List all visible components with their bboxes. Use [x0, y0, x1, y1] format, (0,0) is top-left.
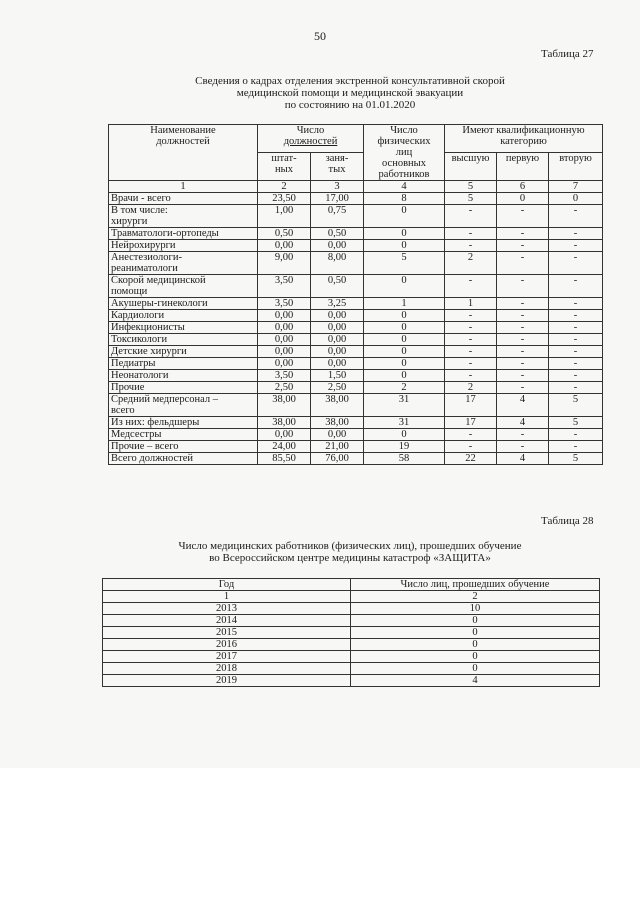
highest-cell: - — [445, 429, 497, 441]
table-28-title — [100, 540, 600, 564]
position-name-cell: Из них: фельдшеры — [109, 417, 258, 429]
first-cell: - — [497, 298, 549, 310]
col-number: 2 — [351, 591, 600, 603]
header-count: Число лиц, прошедших обучение — [351, 579, 600, 591]
persons-cell: 31 — [364, 394, 445, 417]
title-line: медицинской помощи и медицинской эвакуации — [236, 87, 464, 99]
staff-cell: 0,00 — [258, 240, 311, 252]
first-cell: 4 — [497, 394, 549, 417]
highest-cell: - — [445, 228, 497, 240]
first-cell: - — [497, 334, 549, 346]
highest-cell: - — [445, 346, 497, 358]
table-row — [109, 228, 603, 240]
second-cell: - — [549, 346, 603, 358]
position-name-cell: Педиатры — [109, 358, 258, 370]
staff-cell: 3,50 — [258, 370, 311, 382]
highest-cell: - — [445, 441, 497, 453]
first-cell: - — [497, 228, 549, 240]
first-cell: - — [497, 322, 549, 334]
col-number: 6 — [497, 181, 549, 193]
staff-cell: 3,50 — [258, 298, 311, 310]
position-name-cell: Травматологи-ортопеды — [109, 228, 258, 240]
table-row — [109, 334, 603, 346]
second-cell: 0 — [549, 193, 603, 205]
table-row — [109, 252, 603, 275]
persons-cell: 1 — [364, 298, 445, 310]
header-staff: штат- ных — [258, 153, 311, 181]
table-row — [109, 298, 603, 310]
col-number: 7 — [549, 181, 603, 193]
year-cell: 2019 — [103, 675, 351, 687]
occupied-cell: 2,50 — [311, 382, 364, 394]
count-cell: 0 — [351, 639, 600, 651]
occupied-cell: 0,75 — [311, 205, 364, 228]
staff-cell: 0,00 — [258, 358, 311, 370]
highest-cell: - — [445, 358, 497, 370]
highest-cell: 1 — [445, 298, 497, 310]
second-cell: - — [549, 334, 603, 346]
highest-cell: - — [445, 310, 497, 322]
staff-cell: 0,00 — [258, 429, 311, 441]
occupied-cell: 0,00 — [311, 240, 364, 252]
year-cell: 2013 — [103, 603, 351, 615]
first-cell: - — [497, 205, 549, 228]
header-persons-count: Число физических лиц основных работников — [364, 125, 445, 181]
first-cell: - — [497, 240, 549, 252]
table-row — [109, 382, 603, 394]
second-cell: - — [549, 441, 603, 453]
highest-cell: 17 — [445, 394, 497, 417]
table-row — [109, 193, 603, 205]
second-cell: 5 — [549, 453, 603, 465]
table-row — [109, 346, 603, 358]
occupied-cell: 1,50 — [311, 370, 364, 382]
header-qualification: Имеют квалификационную категорию — [445, 125, 603, 153]
table-row — [103, 651, 600, 663]
position-name-cell: Анестезиологи- реаниматологи — [109, 252, 258, 275]
count-cell: 0 — [351, 615, 600, 627]
highest-cell: 17 — [445, 417, 497, 429]
col-number: 2 — [258, 181, 311, 193]
count-cell: 0 — [351, 627, 600, 639]
staff-cell: 38,00 — [258, 417, 311, 429]
second-cell: - — [549, 310, 603, 322]
highest-cell: - — [445, 205, 497, 228]
table-row — [103, 675, 600, 687]
table-row — [109, 394, 603, 417]
staff-cell: 9,00 — [258, 252, 311, 275]
first-cell: - — [497, 346, 549, 358]
training-table — [102, 578, 600, 687]
occupied-cell: 0,00 — [311, 310, 364, 322]
position-name-cell: Прочие – всего — [109, 441, 258, 453]
staff-cell: 2,50 — [258, 382, 311, 394]
second-cell: - — [549, 370, 603, 382]
table-row — [109, 370, 603, 382]
table-row — [109, 417, 603, 429]
second-cell: - — [549, 429, 603, 441]
occupied-cell: 0,00 — [311, 429, 364, 441]
persons-cell: 0 — [364, 275, 445, 298]
table-row — [103, 627, 600, 639]
col-number: 1 — [109, 181, 258, 193]
position-name-cell: Кардиологи — [109, 310, 258, 322]
table-28-label: Таблица 28 — [541, 515, 594, 527]
first-cell: 4 — [497, 417, 549, 429]
table-row — [103, 615, 600, 627]
persons-cell: 0 — [364, 205, 445, 228]
occupied-cell: 0,00 — [311, 334, 364, 346]
staff-cell: 0,00 — [258, 310, 311, 322]
persons-cell: 58 — [364, 453, 445, 465]
occupied-cell: 0,50 — [311, 275, 364, 298]
second-cell: - — [549, 228, 603, 240]
position-name-cell: Средний медперсонал – всего — [109, 394, 258, 417]
persons-cell: 5 — [364, 252, 445, 275]
title-line: Сведения о кадрах отделения экстренной консультативной скорой — [195, 75, 505, 87]
position-name-cell: Врачи - всего — [109, 193, 258, 205]
occupied-cell: 0,00 — [311, 322, 364, 334]
occupied-cell: 0,50 — [311, 228, 364, 240]
table-row — [109, 358, 603, 370]
position-name-cell: Медсестры — [109, 429, 258, 441]
first-cell: - — [497, 370, 549, 382]
persons-cell: 0 — [364, 358, 445, 370]
first-cell: - — [497, 441, 549, 453]
staff-cell: 3,50 — [258, 275, 311, 298]
count-cell: 0 — [351, 663, 600, 675]
table-27-label: Таблица 27 — [541, 48, 594, 60]
occupied-cell: 0,00 — [311, 346, 364, 358]
first-cell: - — [497, 275, 549, 298]
highest-cell: 5 — [445, 193, 497, 205]
second-cell: - — [549, 252, 603, 275]
highest-cell: - — [445, 370, 497, 382]
table-row — [109, 310, 603, 322]
table-row — [103, 603, 600, 615]
occupied-cell: 76,00 — [311, 453, 364, 465]
first-cell: - — [497, 382, 549, 394]
table-row — [103, 663, 600, 675]
position-name-cell: Скорой медицинской помощи — [109, 275, 258, 298]
persons-cell: 0 — [364, 370, 445, 382]
title-line: во Всероссийском центре медицины катастроф «ЗАЩИТА» — [209, 552, 491, 564]
first-cell: 4 — [497, 453, 549, 465]
position-name-cell: Неонатологи — [109, 370, 258, 382]
occupied-cell: 8,00 — [311, 252, 364, 275]
year-cell: 2016 — [103, 639, 351, 651]
header-positions-count: Число должностей — [258, 125, 364, 153]
position-name-cell: Акушеры-гинекологи — [109, 298, 258, 310]
second-cell: - — [549, 382, 603, 394]
first-cell: - — [497, 429, 549, 441]
staff-cell: 85,50 — [258, 453, 311, 465]
highest-cell: - — [445, 275, 497, 298]
page-number: 50 — [314, 29, 326, 43]
count-cell: 0 — [351, 651, 600, 663]
year-cell: 2018 — [103, 663, 351, 675]
col-number: 1 — [103, 591, 351, 603]
persons-cell: 19 — [364, 441, 445, 453]
year-cell: 2017 — [103, 651, 351, 663]
header-second: вторую — [549, 153, 603, 181]
table-row — [109, 441, 603, 453]
position-name-cell: Прочие — [109, 382, 258, 394]
persons-cell: 0 — [364, 322, 445, 334]
table-row — [103, 639, 600, 651]
position-name-cell: Инфекционисты — [109, 322, 258, 334]
highest-cell: 2 — [445, 382, 497, 394]
title-line: Число медицинских работников (физических лиц), прошедших обучение — [178, 540, 522, 552]
occupied-cell: 38,00 — [311, 394, 364, 417]
occupied-cell: 21,00 — [311, 441, 364, 453]
position-name-cell: Токсикологи — [109, 334, 258, 346]
staff-cell: 1,00 — [258, 205, 311, 228]
persons-cell: 31 — [364, 417, 445, 429]
table-row — [109, 275, 603, 298]
persons-cell: 8 — [364, 193, 445, 205]
second-cell: - — [549, 240, 603, 252]
persons-cell: 0 — [364, 310, 445, 322]
second-cell: - — [549, 275, 603, 298]
staff-table — [108, 124, 603, 465]
highest-cell: - — [445, 322, 497, 334]
column-number-row — [103, 591, 600, 603]
staff-cell: 0,00 — [258, 346, 311, 358]
second-cell: - — [549, 358, 603, 370]
header-position-name: Наименование должностей — [109, 125, 258, 181]
year-cell: 2014 — [103, 615, 351, 627]
staff-cell: 0,50 — [258, 228, 311, 240]
second-cell: - — [549, 322, 603, 334]
table-row — [109, 322, 603, 334]
count-cell: 10 — [351, 603, 600, 615]
header-highest: высшую — [445, 153, 497, 181]
position-name-cell: Детские хирурги — [109, 346, 258, 358]
first-cell: - — [497, 358, 549, 370]
header-first: первую — [497, 153, 549, 181]
position-name-cell: В том числе: хирурги — [109, 205, 258, 228]
staff-cell: 38,00 — [258, 394, 311, 417]
second-cell: 5 — [549, 417, 603, 429]
table-row — [109, 453, 603, 465]
table-row — [109, 429, 603, 441]
title-line: по состоянию на 01.01.2020 — [284, 99, 416, 111]
position-name-cell: Всего должностей — [109, 453, 258, 465]
header-year: Год — [103, 579, 351, 591]
second-cell: - — [549, 205, 603, 228]
first-cell: 0 — [497, 193, 549, 205]
col-number: 4 — [364, 181, 445, 193]
year-cell: 2015 — [103, 627, 351, 639]
table-row — [109, 205, 603, 228]
staff-cell: 24,00 — [258, 441, 311, 453]
persons-cell: 0 — [364, 240, 445, 252]
second-cell: 5 — [549, 394, 603, 417]
persons-cell: 0 — [364, 429, 445, 441]
persons-cell: 2 — [364, 382, 445, 394]
table-row — [109, 240, 603, 252]
occupied-cell: 38,00 — [311, 417, 364, 429]
first-cell: - — [497, 310, 549, 322]
highest-cell: 2 — [445, 252, 497, 275]
count-cell: 4 — [351, 675, 600, 687]
first-cell: - — [497, 252, 549, 275]
staff-cell: 0,00 — [258, 322, 311, 334]
highest-cell: 22 — [445, 453, 497, 465]
col-number: 5 — [445, 181, 497, 193]
occupied-cell: 0,00 — [311, 358, 364, 370]
persons-cell: 0 — [364, 228, 445, 240]
column-number-row — [109, 181, 603, 193]
table-27-title — [100, 75, 600, 111]
highest-cell: - — [445, 334, 497, 346]
position-name-cell: Нейрохирурги — [109, 240, 258, 252]
header-occupied: заня- тых — [311, 153, 364, 181]
occupied-cell: 17,00 — [311, 193, 364, 205]
staff-cell: 0,00 — [258, 334, 311, 346]
col-number: 3 — [311, 181, 364, 193]
occupied-cell: 3,25 — [311, 298, 364, 310]
persons-cell: 0 — [364, 346, 445, 358]
staff-cell: 23,50 — [258, 193, 311, 205]
second-cell: - — [549, 298, 603, 310]
persons-cell: 0 — [364, 334, 445, 346]
highest-cell: - — [445, 240, 497, 252]
